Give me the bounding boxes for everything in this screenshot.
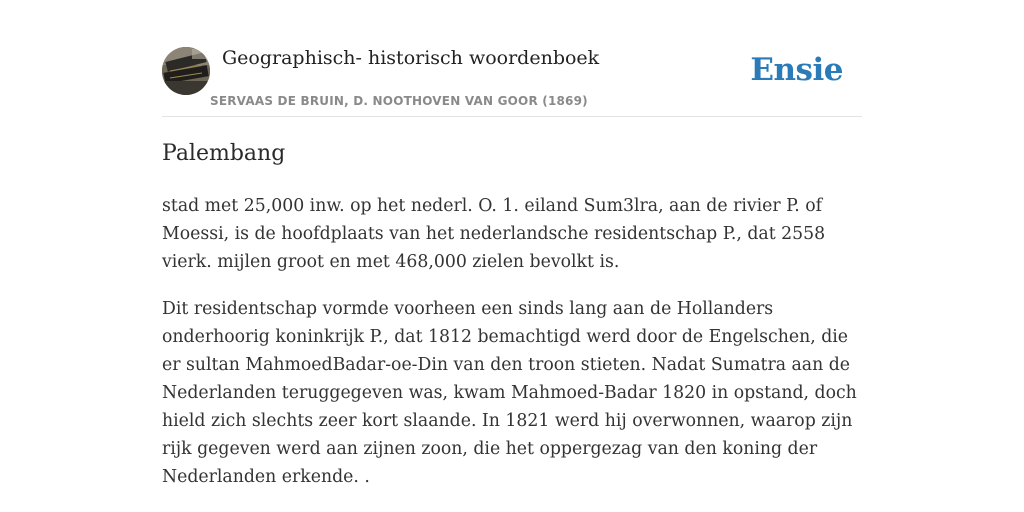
entry-title: Palembang — [162, 141, 286, 166]
ensie-logo[interactable]: Ensie — [750, 52, 843, 88]
book-cover-image — [162, 47, 210, 95]
entry-body — [162, 192, 867, 510]
book-cover-thumbnail-icon[interactable] — [162, 47, 210, 95]
entry-paragraph: Dit residentschap vormde voorheen een sinds lang aan de Hollanders onderhoorig koninkrijk P., dat 1812 bemachtigd werd door de Engelschen, die er sultan MahmoedBadar-oe-Din van den troon stieten. Nadat Sumatra aan de Nederlanden teruggegeven was, kwam Mahmoed-Badar 1820 in opstand, doch hield zich slechts zeer kort slaande. In 1821 werd hij overwonnen, waarop zijn rijk gegeven werd aan zijnen zoon, die het oppergezag van den koning der Nederlanden erkende. . — [162, 299, 857, 487]
book-header — [162, 46, 862, 117]
book-title[interactable]: Geographisch- historisch woordenboek — [222, 47, 600, 69]
book-author: SERVAAS DE BRUIN, D. NOOTHOVEN VAN GOOR (1869) — [210, 94, 588, 108]
entry-paragraph: stad met 25,000 inw. op het nederl. O. 1. eiland Sum3lra, aan de rivier P. of Moessi, is de hoofdplaats van het nederlandsche residentschap P., dat 2558 vierk. mijlen groot en met 468,000 zielen bevolkt is. — [162, 196, 826, 272]
